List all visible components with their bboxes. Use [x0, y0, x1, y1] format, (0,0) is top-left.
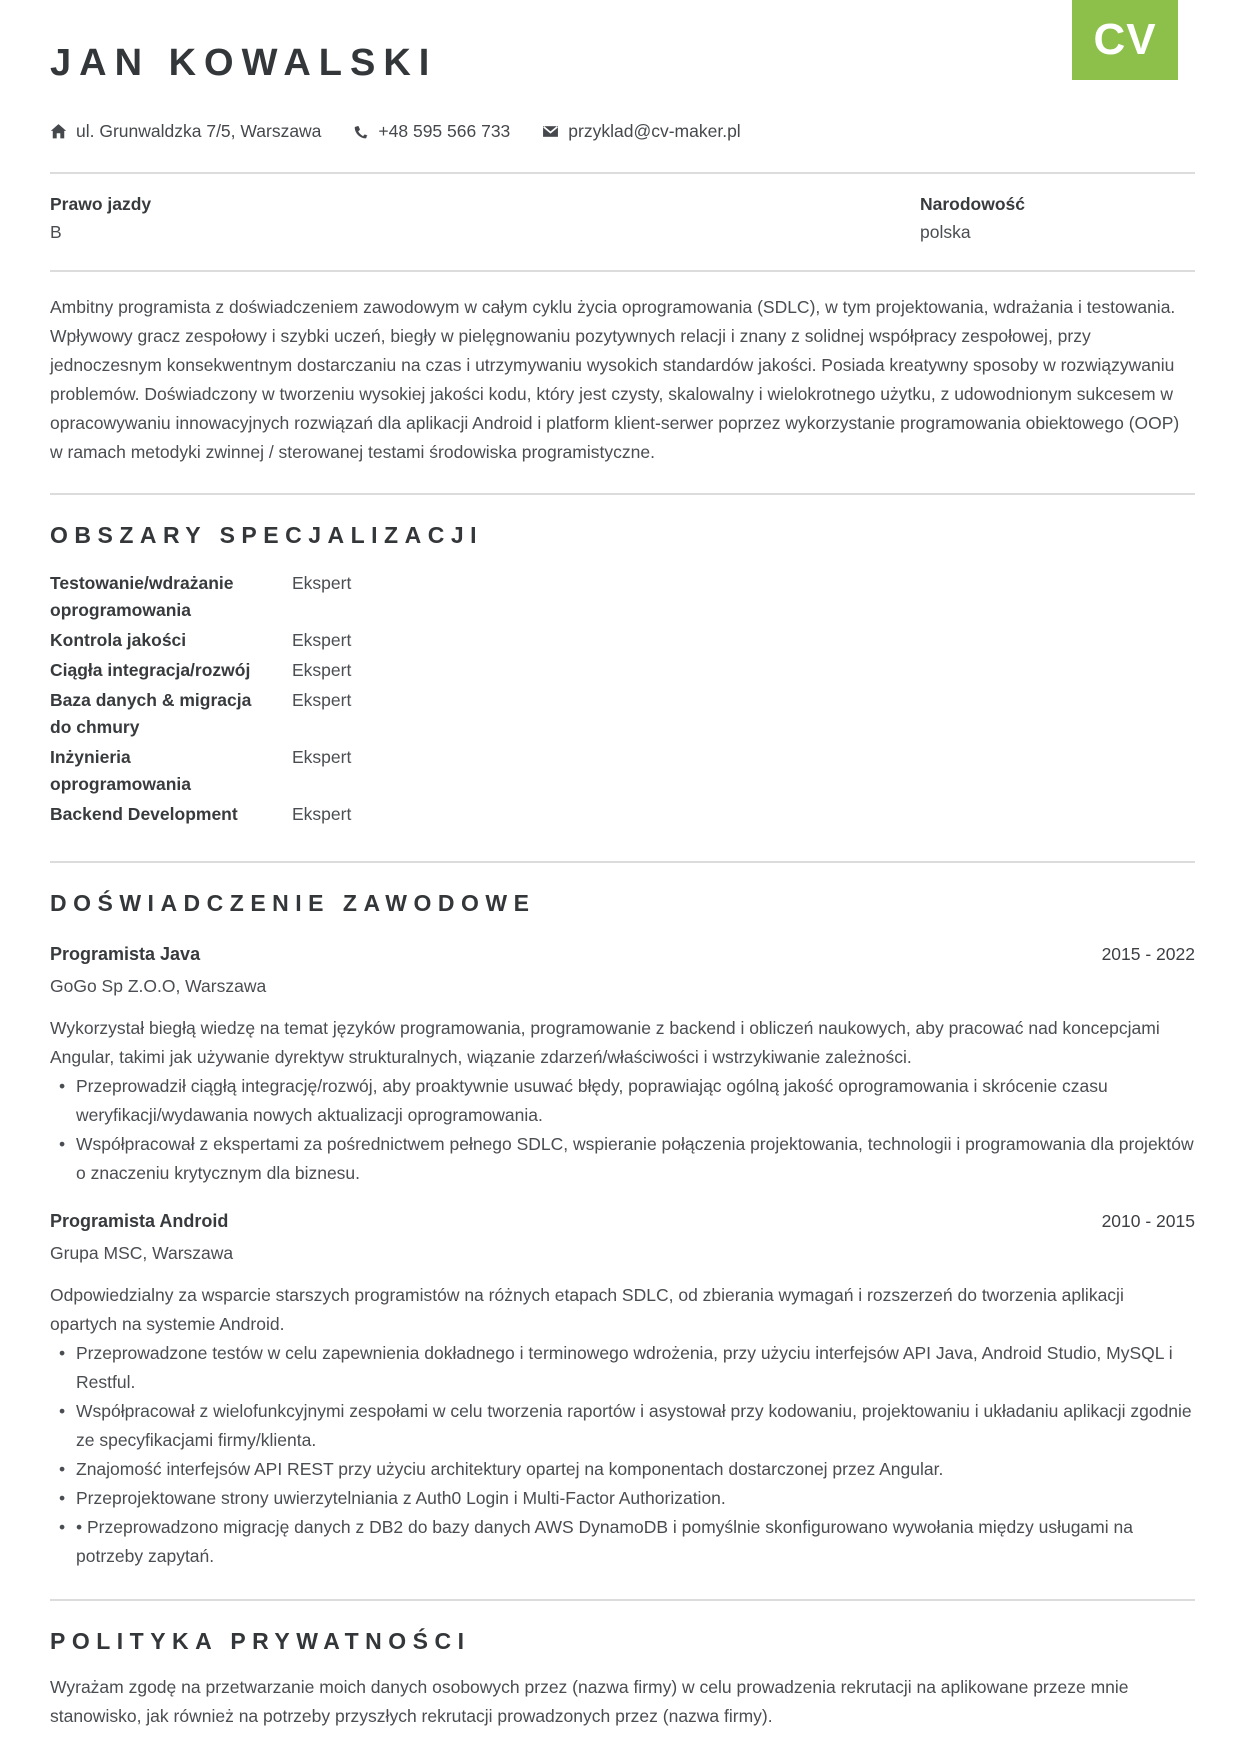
- detail-value: B: [50, 222, 62, 242]
- email-icon: [542, 124, 559, 139]
- skill-label: Backend Development: [50, 804, 238, 824]
- cv-logo-label: CV: [1093, 15, 1157, 64]
- skill-row: [50, 744, 1195, 798]
- contact-address-text: ul. Grunwaldzka 7/5, Warszawa: [76, 121, 322, 141]
- contact-phone: [353, 121, 510, 142]
- personal-details: [50, 174, 1195, 270]
- job-bullet: • Współpracował z ekspertami za pośrednictwem pełnego SDLC, wspieranie połączenia projektowania, technologii i programowania dla projektów o znaczeniu krytycznym dla biznesu.: [50, 1130, 1195, 1188]
- job-bullet: • • Przeprowadzono migrację danych z DB2 do bazy danych AWS DynamoDB i pomyślnie skonfigurowano wywołania między usługami na potrzeby zapytań.: [50, 1513, 1195, 1571]
- job-header: [50, 1208, 1195, 1235]
- job-dates: 2010 - 2015: [1101, 1211, 1195, 1231]
- job-bullet: • Znajomość interfejsów API REST przy użyciu architektury opartej na komponentach dostarczonej przez Angular.: [50, 1455, 1195, 1484]
- contact-address: [50, 121, 321, 142]
- section-skills: [50, 495, 1195, 861]
- job-description: Wykorzystał biegłą wiedzę na temat języków programowania, programowanie z backend i obliczeń naukowych, aby pracować nad koncepcjami Angular, takimi jak używanie dyrektyw strukturalnych, wiązanie zdarzeń/właściwości i wstrzykiwanie zależności.: [50, 1018, 1160, 1067]
- job-bullet-list: [50, 1339, 1195, 1571]
- job-title: Programista Java: [50, 944, 201, 964]
- cv-logo-badge: [1072, 0, 1178, 80]
- profile-summary: Ambitny programista z doświadczeniem zawodowym w całym cyklu życia oprogramowania (SDLC), w tym projektowania, wdrażania i testowania. Wpływowy gracz zespołowy i szybki uczeń, biegły w pielęgnowaniu pozytywnych relacji i znany z solidnej współpracy zespołowej, przy jednoczesnym konsekwentnym dostarczaniu na czas i utrzymywaniu wysokich standardów jakości. Posiada kreatywny sposoby w rozwiązywaniu problemów. Doświadczony w tworzeniu wysokiej jakości kodu, który jest czysty, skalowalny i wielokrotnego użytku, z udowodnionym sukcesem w opracowywaniu innowacyjnych rozwiązań dla aplikacji Android i platform klient-serwer poprzez wykorzystanie programowania obiektowego (OOP) w ramach metodyki zwinnej / sterowanej testami środowiska programistyczne.: [50, 297, 1180, 462]
- detail-label: Narodowość: [920, 194, 1026, 214]
- skill-level: Ekspert: [292, 573, 352, 593]
- skill-row: [50, 657, 1195, 684]
- job-title: Programista Android: [50, 1211, 229, 1231]
- home-icon: [50, 123, 67, 140]
- skill-level: Ekspert: [292, 630, 352, 650]
- job-company: Grupa MSC, Warszawa: [50, 1243, 234, 1263]
- contact-phone-text: +48 595 566 733: [378, 121, 511, 141]
- skill-label: Testowanie/wdrażanie oprogramowania: [50, 573, 234, 620]
- section-privacy: [50, 1601, 1195, 1731]
- skill-label: Baza danych & migracja do chmury: [50, 690, 252, 737]
- skill-row: [50, 687, 1195, 741]
- job-bullet: • Współpracował z wielofunkcyjnymi zespołami w celu tworzenia raportów i asystował przy kodowaniu, projektowaniu i układaniu aplikacji zgodnie ze specyfikacjami firmy/klienta.: [50, 1397, 1195, 1455]
- phone-icon: [353, 124, 369, 140]
- job-bullet: • Przeprowadził ciągłą integrację/rozwój, aby proaktywnie usuwać błędy, poprawiając ogólną jakość oprogramowania i skrócenie czasu weryfikacji/wydawania nowych aktualizacji oprogramowania.: [50, 1072, 1195, 1130]
- section-experience: [50, 863, 1195, 1599]
- section-title-privacy: POLITYKA PRYWATNOŚCI: [50, 1628, 471, 1654]
- skill-row: [50, 801, 1195, 828]
- skill-level: Ekspert: [292, 690, 352, 710]
- skill-row: [50, 627, 1195, 654]
- job-header: [50, 941, 1195, 968]
- skill-level: Ekspert: [292, 660, 352, 680]
- detail-label: Prawo jazdy: [50, 194, 152, 214]
- skill-label: Inżynieria oprogramowania: [50, 747, 191, 794]
- skill-label: Kontrola jakości: [50, 630, 187, 650]
- job-bullet-list: [50, 1072, 1195, 1188]
- section-title-experience: DOŚWIADCZENIE ZAWODOWE: [50, 890, 536, 916]
- job-company: GoGo Sp Z.O.O, Warszawa: [50, 976, 267, 996]
- privacy-text: Wyrażam zgodę na przetwarzanie moich danych osobowych przez (nazwa firmy) w celu prowadzenia rekrutacji na aplikowane przeze mnie stanowisko, jak również na potrzeby przyszłych rekrutacji prowadzonych przez (nazwa firmy).: [50, 1677, 1129, 1726]
- skill-level: Ekspert: [292, 747, 352, 767]
- job-bullet: • Przeprowadzone testów w celu zapewnienia dokładnego i terminowego wdrożenia, przy użyciu interfejsów API Java, Android Studio, MySQL i Restful.: [50, 1339, 1195, 1397]
- skill-label: Ciągła integracja/rozwój: [50, 660, 251, 680]
- contact-row: [50, 121, 1195, 142]
- skill-row: [50, 570, 1195, 624]
- contact-email-text: przyklad@cv-maker.pl: [568, 121, 741, 141]
- detail-value: polska: [920, 222, 971, 242]
- job-dates: 2015 - 2022: [1101, 944, 1195, 964]
- job-bullet: • Przeprojektowane strony uwierzytelniania z Auth0 Login i Multi-Factor Authorization.: [50, 1484, 1195, 1513]
- job-description: Odpowiedzialny za wsparcie starszych programistów na różnych etapach SDLC, od zbierania wymagań i rozszerzeń do tworzenia aplikacji opartych na systemie Android.: [50, 1285, 1124, 1334]
- section-title-skills: OBSZARY SPECJALIZACJI: [50, 522, 483, 548]
- candidate-name: JAN KOWALSKI: [50, 42, 438, 84]
- detail-nationality: [920, 190, 1025, 246]
- contact-email: [542, 121, 740, 142]
- skill-level: Ekspert: [292, 804, 352, 824]
- job-entry: [50, 1208, 1195, 1571]
- job-entry: [50, 941, 1195, 1188]
